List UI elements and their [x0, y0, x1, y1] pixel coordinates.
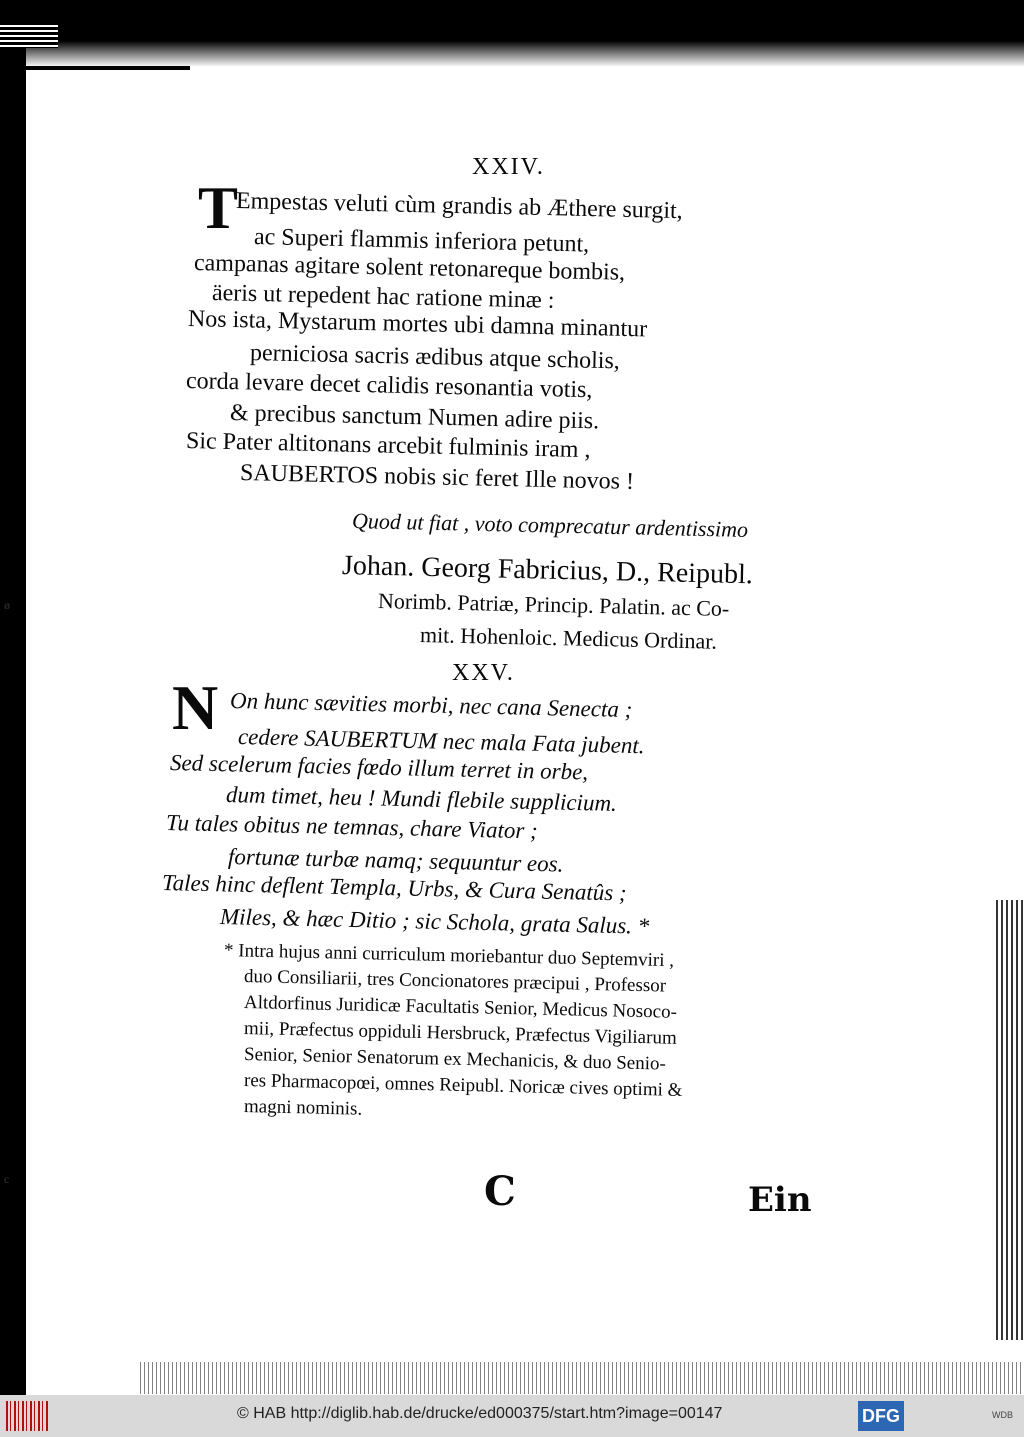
poem-line: Sed scelerum facies fœdo illum terret in orbe,: [169, 750, 589, 785]
poem-line: & precibus sanctum Numen adire piis.: [229, 400, 600, 435]
binding-stripes: [0, 22, 58, 48]
drop-cap-t: T: [198, 175, 239, 241]
author-title-line: Norimb. Patriæ, Princip. Palatin. ac Co-: [377, 588, 730, 621]
poem-line: Miles, & hæc Ditio ; sic Schola, grata Salus. *: [219, 904, 650, 939]
page-edge-right: [996, 900, 1024, 1340]
hab-logo-icon: [6, 1401, 48, 1431]
dfg-logo: DFG: [858, 1401, 904, 1431]
catchword: Ein: [748, 1180, 812, 1220]
poem-line: äeris ut repedent hac ratione minæ :: [211, 280, 555, 314]
signature-mark: C: [484, 1168, 516, 1215]
poem-line: On hunc sævities morbi, nec cana Senecta ;: [229, 688, 633, 723]
footer-code: WDB: [992, 1410, 1013, 1420]
poem-heading-xxiv: XXIV.: [472, 154, 545, 180]
poem-line: fortunæ turbæ namq; sequuntur eos.: [227, 844, 564, 877]
footnote-line: Senior, Senior Senatorum ex Mechanicis, & duo Senio-: [243, 1044, 667, 1075]
poem-line: Tu tales obitus ne temnas, chare Viator ;: [165, 810, 539, 844]
viewer-footer: [0, 1395, 1024, 1437]
page-edge-bottom: [140, 1362, 1024, 1394]
dedication-line: Quod ut fiat , voto comprecatur ardentissimo: [351, 508, 749, 542]
poem-heading-xxv: XXV.: [452, 660, 515, 686]
poem-line: Empestas veluti cùm grandis ab Æthere surgit,: [235, 188, 684, 225]
poem-line: corda levare decet calidis resonantia votis,: [185, 368, 593, 404]
poem-line: dum timet, heu ! Mundi flebile supplicium.: [225, 782, 618, 816]
footnote-line: res Pharmacopœi, omnes Reipubl. Noricæ cives optimi &: [243, 1070, 683, 1101]
margin-speck: c: [4, 1172, 10, 1186]
poem-line: campanas agitare solent retonareque bombis,: [193, 250, 626, 286]
margin-speck: ø: [4, 598, 10, 612]
author-signature: Johan. Georg Fabricius, D., Reipubl.: [341, 550, 754, 591]
footnote-line: Altdorfinus Juridicæ Facultatis Senior, Medicus Nosoco-: [243, 992, 678, 1023]
footnote-line: duo Consiliarii, tres Concionatores præcipui , Professor: [243, 966, 667, 997]
footnote-line: * Intra hujus anni curriculum moriebantur duo Septemviri ,: [223, 940, 675, 972]
poem-line: cedere SAUBERTUM nec mala Fata jubent.: [237, 724, 645, 759]
poem-line: Nos ista, Mystarum mortes ubi damna minantur: [187, 306, 648, 343]
page-top-shadow: [26, 0, 1024, 66]
poem-line: Sic Pater altitonans arcebit fulminis iram ,: [185, 428, 591, 464]
drop-cap-n: N: [172, 672, 219, 743]
source-link[interactable]: © HAB http://diglib.hab.de/drucke/ed000375/start.htm?image=00147: [237, 1405, 723, 1422]
footnote-line: magni nominis.: [243, 1096, 363, 1120]
poem-line: Tales hinc deflent Templa, Urbs, & Cura Senatûs ;: [161, 870, 627, 906]
footnote-line: mii, Præfectus oppiduli Hersbruck, Præfectus Vigiliarum: [243, 1018, 677, 1049]
poem-line: perniciosa sacris ædibus atque scholis,: [249, 340, 621, 375]
poem-line: SAUBERTOS nobis sic feret Ille novos !: [239, 460, 635, 495]
poem-line: ac Superi flammis inferiora petunt,: [253, 224, 590, 258]
author-title-line: mit. Hohenloic. Medicus Ordinar.: [419, 622, 718, 654]
